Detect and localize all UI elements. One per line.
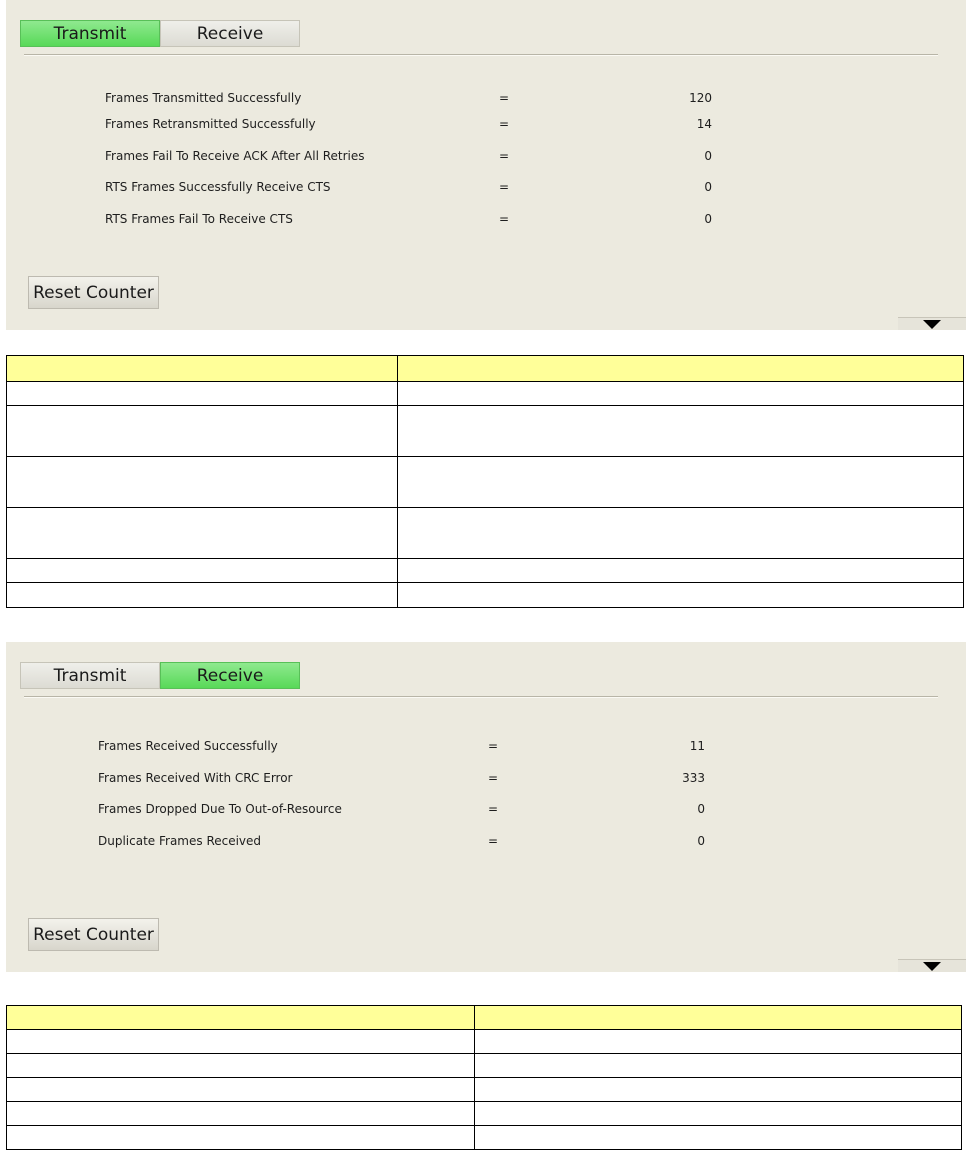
scroll-down-button[interactable] xyxy=(898,959,966,972)
table-cell xyxy=(7,1054,475,1078)
divider xyxy=(24,696,938,698)
reset-counter-button[interactable]: Reset Counter xyxy=(28,918,159,951)
table-cell xyxy=(475,1078,962,1102)
equals-sign: = xyxy=(488,802,499,816)
table-row xyxy=(7,1126,962,1150)
stat-label: Frames Received With CRC Error xyxy=(98,771,293,785)
stat-value: 0 xyxy=(704,149,712,163)
transmit-statistics-panel xyxy=(6,0,966,330)
table-cell xyxy=(475,1102,962,1126)
table-header-cell xyxy=(7,356,398,382)
equals-sign: = xyxy=(488,834,499,848)
stat-label: Frames Fail To Receive ACK After All Retries xyxy=(105,149,365,163)
scroll-down-arrow-icon xyxy=(923,320,941,329)
table-cell xyxy=(398,457,964,508)
table-header-cell xyxy=(475,1006,962,1030)
stat-value: 11 xyxy=(689,739,705,753)
stat-label: Frames Received Successfully xyxy=(98,739,278,753)
equals-sign: = xyxy=(488,739,499,753)
table-row xyxy=(7,457,964,508)
equals-sign: = xyxy=(499,91,510,105)
table-header-cell xyxy=(398,356,964,382)
table-cell xyxy=(7,583,398,608)
table-cell xyxy=(398,382,964,406)
tab-transmit[interactable]: Transmit xyxy=(20,662,160,689)
scroll-down-button[interactable] xyxy=(898,317,966,330)
table-row xyxy=(7,1054,962,1078)
table-row xyxy=(7,508,964,559)
table-cell xyxy=(7,1126,475,1150)
tab-receive[interactable]: Receive xyxy=(160,662,300,689)
table-cell xyxy=(475,1054,962,1078)
stat-label: Duplicate Frames Received xyxy=(98,834,262,848)
stat-value: 0 xyxy=(697,802,705,816)
table-cell xyxy=(7,559,398,583)
table-cell xyxy=(7,457,398,508)
table-row xyxy=(7,406,964,457)
stat-label: Frames Dropped Due To Out-of-Resource xyxy=(98,802,342,816)
tab-receive[interactable]: Receive xyxy=(160,20,300,47)
receive-description-table xyxy=(6,1005,962,1150)
table-cell xyxy=(398,406,964,457)
stat-value: 333 xyxy=(682,771,705,785)
table-cell xyxy=(7,1078,475,1102)
equals-sign: = xyxy=(499,117,510,131)
table-cell xyxy=(398,583,964,608)
stat-label: Frames Transmitted Successfully xyxy=(105,91,302,105)
table-row xyxy=(7,1102,962,1126)
table-header-cell xyxy=(7,1006,475,1030)
table-row xyxy=(7,1030,962,1054)
table-row xyxy=(7,1078,962,1102)
receive-statistics-panel xyxy=(6,642,966,972)
stat-value: 0 xyxy=(704,212,712,226)
tab-bar xyxy=(20,662,300,689)
table-cell xyxy=(7,1030,475,1054)
table-cell xyxy=(475,1030,962,1054)
tab-bar xyxy=(20,20,300,47)
stat-value: 14 xyxy=(696,117,712,131)
table-header-row xyxy=(7,356,964,382)
equals-sign: = xyxy=(499,180,510,194)
table-cell xyxy=(398,508,964,559)
transmit-description-table xyxy=(6,355,964,608)
scroll-down-arrow-icon xyxy=(923,962,941,971)
tab-transmit[interactable]: Transmit xyxy=(20,20,160,47)
table-row xyxy=(7,583,964,608)
divider xyxy=(24,54,938,56)
equals-sign: = xyxy=(499,212,510,226)
stat-value: 120 xyxy=(689,91,712,105)
table-header-row xyxy=(7,1006,962,1030)
table-cell xyxy=(398,559,964,583)
table-cell xyxy=(7,1102,475,1126)
reset-counter-button[interactable]: Reset Counter xyxy=(28,276,159,309)
stat-value: 0 xyxy=(697,834,705,848)
table-cell xyxy=(7,406,398,457)
table-cell xyxy=(7,382,398,406)
equals-sign: = xyxy=(499,149,510,163)
stat-label: RTS Frames Successfully Receive CTS xyxy=(105,180,331,194)
table-cell xyxy=(7,508,398,559)
stat-label: RTS Frames Fail To Receive CTS xyxy=(105,212,293,226)
table-row xyxy=(7,382,964,406)
table-cell xyxy=(475,1126,962,1150)
table-row xyxy=(7,559,964,583)
stat-label: Frames Retransmitted Successfully xyxy=(105,117,316,131)
stat-value: 0 xyxy=(704,180,712,194)
equals-sign: = xyxy=(488,771,499,785)
